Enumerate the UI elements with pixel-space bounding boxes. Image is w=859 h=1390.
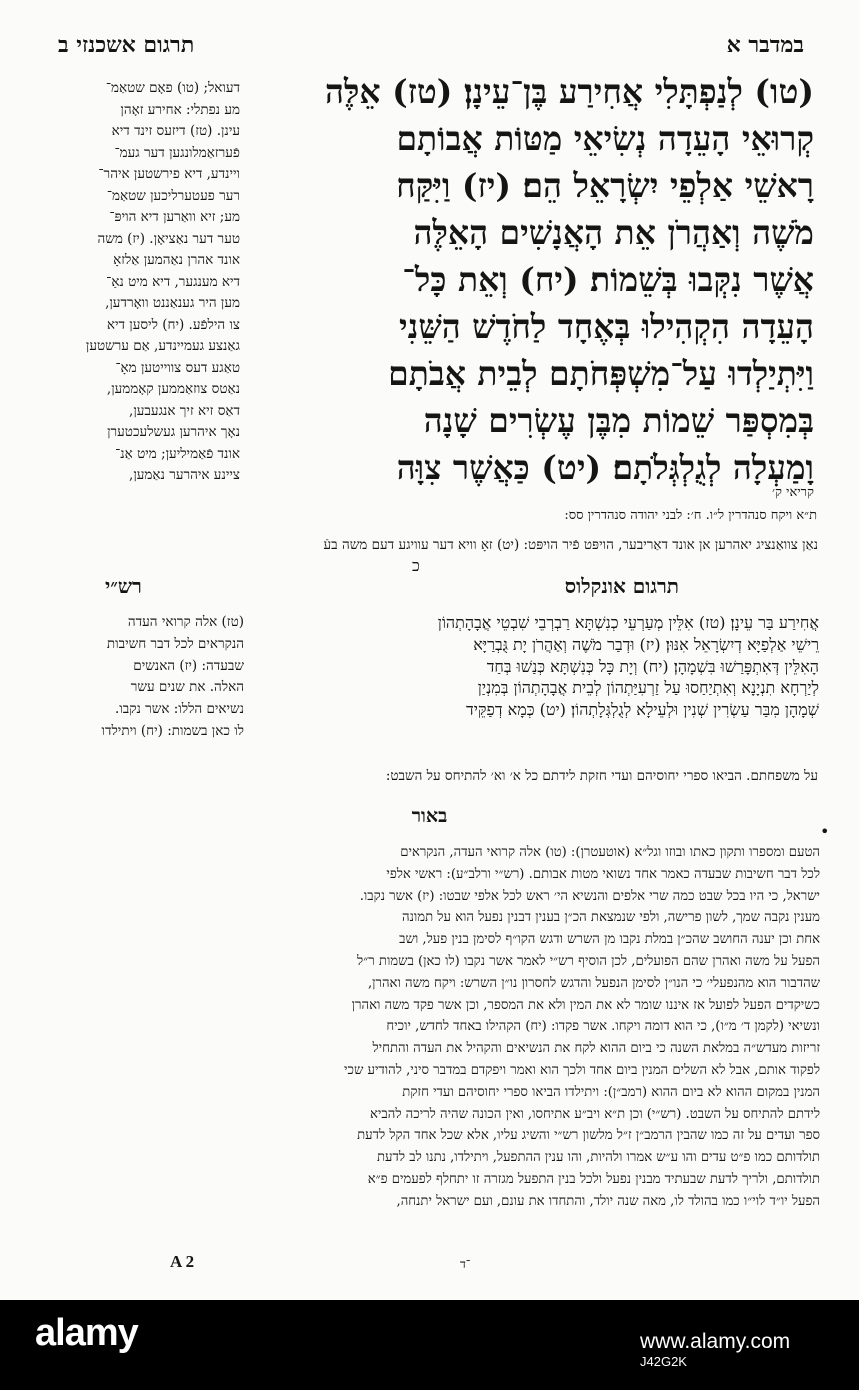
biur-line: ונשיאי (לקמן ד׳ מ״ו), כי הוא דומה ויקחו. אשר פקדו: (יח) הקהילו באחד לחדש, יוכיח bbox=[386, 1019, 820, 1035]
side-translation-line: רער פעטערליכען שטאַמ־ bbox=[106, 187, 240, 204]
biur-line: אחת וכן יענה החושב שהכ״ן במלת נקבו מן השרש ודגש הקו״ף לסימן בנין פעל, ושב bbox=[399, 932, 820, 948]
side-translation-line: עינן. (טז) דיזעס זינד דיא bbox=[111, 123, 240, 139]
side-translation-line: ציינע איהרער נאַמען, bbox=[129, 467, 240, 483]
verse-line: בְּמִסְפַּר שֵׁמוֹת מִבֶּן עֶשְׂרִים שָׁנָה bbox=[423, 401, 814, 440]
rashi-line: נשיאים הללו: אשר נקבו. bbox=[115, 701, 244, 718]
dot-mark: • bbox=[820, 822, 830, 841]
translation-page-header: תרגום אשכנזי ב bbox=[58, 32, 195, 58]
verse-line: רָאשֵׁי אַלְפֵי יִשְׂרָאֵל הֵם׃ (יז) וַיִּקַּח bbox=[396, 166, 814, 205]
side-translation-line: אונד פֿאַמיליען; מיט אַנ־ bbox=[115, 445, 240, 462]
verse-line: וָמַעְלָה לְגֻלְגְּלֹתָם׃ (יט) כַּאֲשֶׁר צִוָּה bbox=[396, 448, 814, 487]
biur-line: לפקוד אותם, אבל לא השלים המנין ביום אחד ולכך הוא ואמר ויפקדם במדבר סיני, להודיע שכי bbox=[344, 1062, 820, 1078]
rashi-line: הנקראים לכל דבר חשיבות bbox=[106, 635, 244, 652]
footer-mark: ־ד bbox=[460, 1257, 471, 1271]
verse-line: וַיִּתְיַלְדוּ עַל־מִשְׁפְּחֹתָם לְבֵית אֲבֹתָם bbox=[388, 354, 814, 393]
signature-mark: כ bbox=[412, 556, 420, 575]
side-translation-line: נאַטס צוזאַממען קאָממען, bbox=[106, 381, 240, 397]
watermark-logo: alamy bbox=[35, 1312, 138, 1354]
biur-commentary bbox=[58, 842, 820, 1213]
side-translation-line: דעואל; (טו) פאָם שטאַמ־ bbox=[105, 80, 240, 96]
onkelos-line: אֲחִירַע בַּר עֵינָן׃ (טז) אִלֵּין מְעַרְעֵי כְנִשְׁתָּא רַבְרְבֵי שִׁבְטֵי אֲבָהָתְהוֹן bbox=[437, 613, 819, 632]
side-translation-line: דאַס זיא זיך אנגעבען, bbox=[129, 402, 240, 419]
side-translation-line: פֿערזאַמלונגען דער געמ־ bbox=[114, 144, 240, 161]
torah-verse-block bbox=[254, 68, 814, 491]
biur-line: זריזות מעדש״ה במלאת השנה כי ביום ההוא לקח את הנשיאים והקהיל את העדה והתחיל bbox=[372, 1041, 820, 1057]
rashi-continuation: על משפחתם. הביאו ספרי יחוסיהם ועדי חזקת לידתם כל א׳ וא׳ להתיחס על השבט: bbox=[385, 768, 818, 784]
rashi-heading: רש״י bbox=[105, 574, 142, 598]
side-translation-line: ויינדע, דיא פירשטען איהר־ bbox=[98, 166, 240, 182]
onkelos-line: רֵישֵׁי אַלְפַיָּא דְיִשְׂרָאֵל אִנּוּן׃ (יז) וּדְבַר מֹשֶׁה וְאַהֲרֹן יָת גֻּבְרַיָּא bbox=[473, 634, 819, 654]
book-chapter-header: במדבר א bbox=[726, 32, 804, 58]
biur-line: שהדבור הוא מהנפעלי׳ כי הנו״ן לסימן הנפעל והדגש לחסרון נו״ן השרש: ויקח משה ואהרן, bbox=[367, 975, 820, 991]
side-translation-line: טער דער נאַציאָן. (יז) משה bbox=[97, 230, 240, 247]
verse-line: אֲשֶׁר נִקְּבוּ בְּשֵׁמוֹת׃ (יח) וְאֵת כָּל־ bbox=[402, 260, 814, 299]
onkelos-heading: תרגום אונקלוס bbox=[564, 574, 679, 598]
side-translation-line: צו הילפֿע. (יח) ליסען דיא bbox=[106, 316, 240, 333]
rashi-line: לו כאן בשמות: (יח) ויתילדו bbox=[101, 722, 244, 739]
biur-line: לידתם להתיחס על השבט. (רש״י) וכן ת״א ויב״ע אתיחסו, ואין הכונה שהיה לריכה להביא bbox=[370, 1106, 820, 1122]
biur-line: ספר ועדים על זה כמו שהבין הרמב״ן ז״ל מלשון רש״י והשיג עליו, אלא שכל אחד הקל לדעת bbox=[357, 1128, 820, 1144]
onkelos-column bbox=[249, 612, 819, 721]
rashi-line: האלה. את שנים עשר bbox=[130, 679, 244, 696]
biur-line: כשיקדים הפעל לפועל אז איננו שומר לא את המין ולא את המספר, וכן אשר פקד משה ואהרן bbox=[351, 997, 820, 1013]
verse-line: קְרוּאֵי הָעֵדָה נְשִׂיאֵי מַטּוֹת אֲבוֹתָם bbox=[396, 119, 814, 158]
side-translation-line: דיא מענגער, דיא מיט נאַ־ bbox=[106, 273, 240, 290]
rashi-line: (טז) אלה קרואי העדה bbox=[127, 614, 244, 630]
onkelos-line: שְׁמָהָן מִבַּר עַשְׂרִין שְׁנִין וּלְעֵילָא לְגֻלְגְּלָתְהוֹן׃ (יט) כְּמָא דְפַקֵּיד bbox=[466, 700, 819, 720]
side-translation-line: מען היר גענאַננט וואָרדען, bbox=[105, 295, 240, 311]
biur-line: הפעל יו״ד לוי״ו כמו בהולד לו, מאה שנה יולד, והתחדו את עונם, ועם ישראל יתנחה, bbox=[396, 1193, 820, 1209]
side-translation-line: מע; זיא וואַרען דיא הויפּ־ bbox=[109, 209, 240, 225]
masora-note: ת״א ויקח סנהדרין ל״ו. ח׳: לבני יהודה סנהדרין סס: bbox=[564, 508, 817, 523]
side-translation-line: מע נפתלי: אחירע זאָהן bbox=[120, 101, 240, 118]
biur-line: מענין נקבה שמך, לשון פרישה, ולפי שנמצאת הכ״ן בענין דבנין נפעל הוא על תמונה bbox=[402, 910, 820, 926]
onkelos-line: לְיַרְחָא תִנְיָנָא וְאִתְיַחַסוּ עַל זַרְעִיַּתְהוֹן לְבֵית אֲבָהָתְהוֹן בְּמִנְיַן bbox=[477, 678, 819, 698]
onkelos-line: הָאִלֵּין דְּאִתְפָּרַשׁוּ בִּשְׁמָהָן׃ (יח) וְיָת כָּל כְּנִשְׁתָּא כְּנַשׁוּ בְּחַד bbox=[486, 656, 819, 676]
biur-line: ישראל, כי היו בכל שבט כמה שרי אלפים והנשיא הי׳ ראש לכל אלפי שבטו: (יז) אשר נקבו. bbox=[359, 888, 820, 904]
watermark-image-id: J42G2K bbox=[640, 1354, 687, 1369]
kri-note: קריאי ק׳ bbox=[771, 485, 814, 500]
verse-line: הָעֵדָה הִקְהִילוּ בְּאֶחָד לַחֹדֶשׁ הַשֵּׁנִי bbox=[398, 307, 814, 346]
side-translation-line: אונד אהרן נאַהמען אַלזאָ bbox=[113, 252, 240, 268]
side-translation-line: טאַגע דעס צווייטען מאָ־ bbox=[115, 359, 240, 376]
verse-line: (טו) לְנַפְתָּלִי אֲחִירַע בֶּן־עֵינָן׃ (טז) אֵלֶּה bbox=[324, 72, 814, 111]
biur-line: הפעל על משה ואהרן שהם הפועלים, לכן הוסיף רש״י לאמר אשר נקבו (לו כאן) בשמות ר״ל bbox=[357, 953, 820, 969]
biur-heading: באור bbox=[411, 805, 448, 827]
side-translation-line: נאָך איהרען געשלעכטערן bbox=[107, 424, 240, 440]
biur-line: תולדותם כמו פ״ט עדים והו ע״ש אמרו ולהיות, והו ענין ההתפעל, ויתילדו, נתנו לב לדעת bbox=[377, 1150, 820, 1166]
side-translation-continuation: נאַן צוואַנציג יאהרען אן אונד דאַריבער, הויפּט פֿיר הויפּט: (יט) זאָ וויא דער עוויגע דעם משה בעֿ bbox=[323, 537, 818, 553]
side-translation-line: גאַנצע געמיינדע, אַם ערשטען bbox=[85, 338, 240, 354]
rashi-line: שבעדה: (יז) האנשים bbox=[133, 657, 244, 674]
rashi-column bbox=[58, 612, 244, 743]
watermark-url: www.alamy.com bbox=[640, 1330, 791, 1353]
biur-line: המנין במקום ההוא לא ביום ההוא (רמב״ן): ויתילדו הביאו ספרי יחוסיהם ועדי חזקת bbox=[402, 1084, 820, 1100]
biur-line: הטעם ומספרו ותקון כאתו ובוזו וגל״א (אוטעטרן): (טו) אלה קרואי העדה, הנקראים bbox=[400, 845, 820, 860]
verse-line: מֹשֶׁה וְאַהֲרֹן אֵת הָאֲנָשִׁים הָאֵלֶּה bbox=[413, 213, 814, 252]
printer-signature: A 2 bbox=[170, 1252, 195, 1271]
biur-line: לכל דבר חשיבות שבעדה כאמר אחד נשואי מטות אבותם. (רש״י ורלב״ע): ראשי אלפי bbox=[386, 866, 820, 882]
biur-line: תולדותם, ולריך לדעת שבעתיד מבנין נפעל ולכל בנין התפעל מגזרה זו יתחלף לפעמים פ״א bbox=[367, 1171, 820, 1187]
side-translation-column bbox=[58, 78, 240, 487]
